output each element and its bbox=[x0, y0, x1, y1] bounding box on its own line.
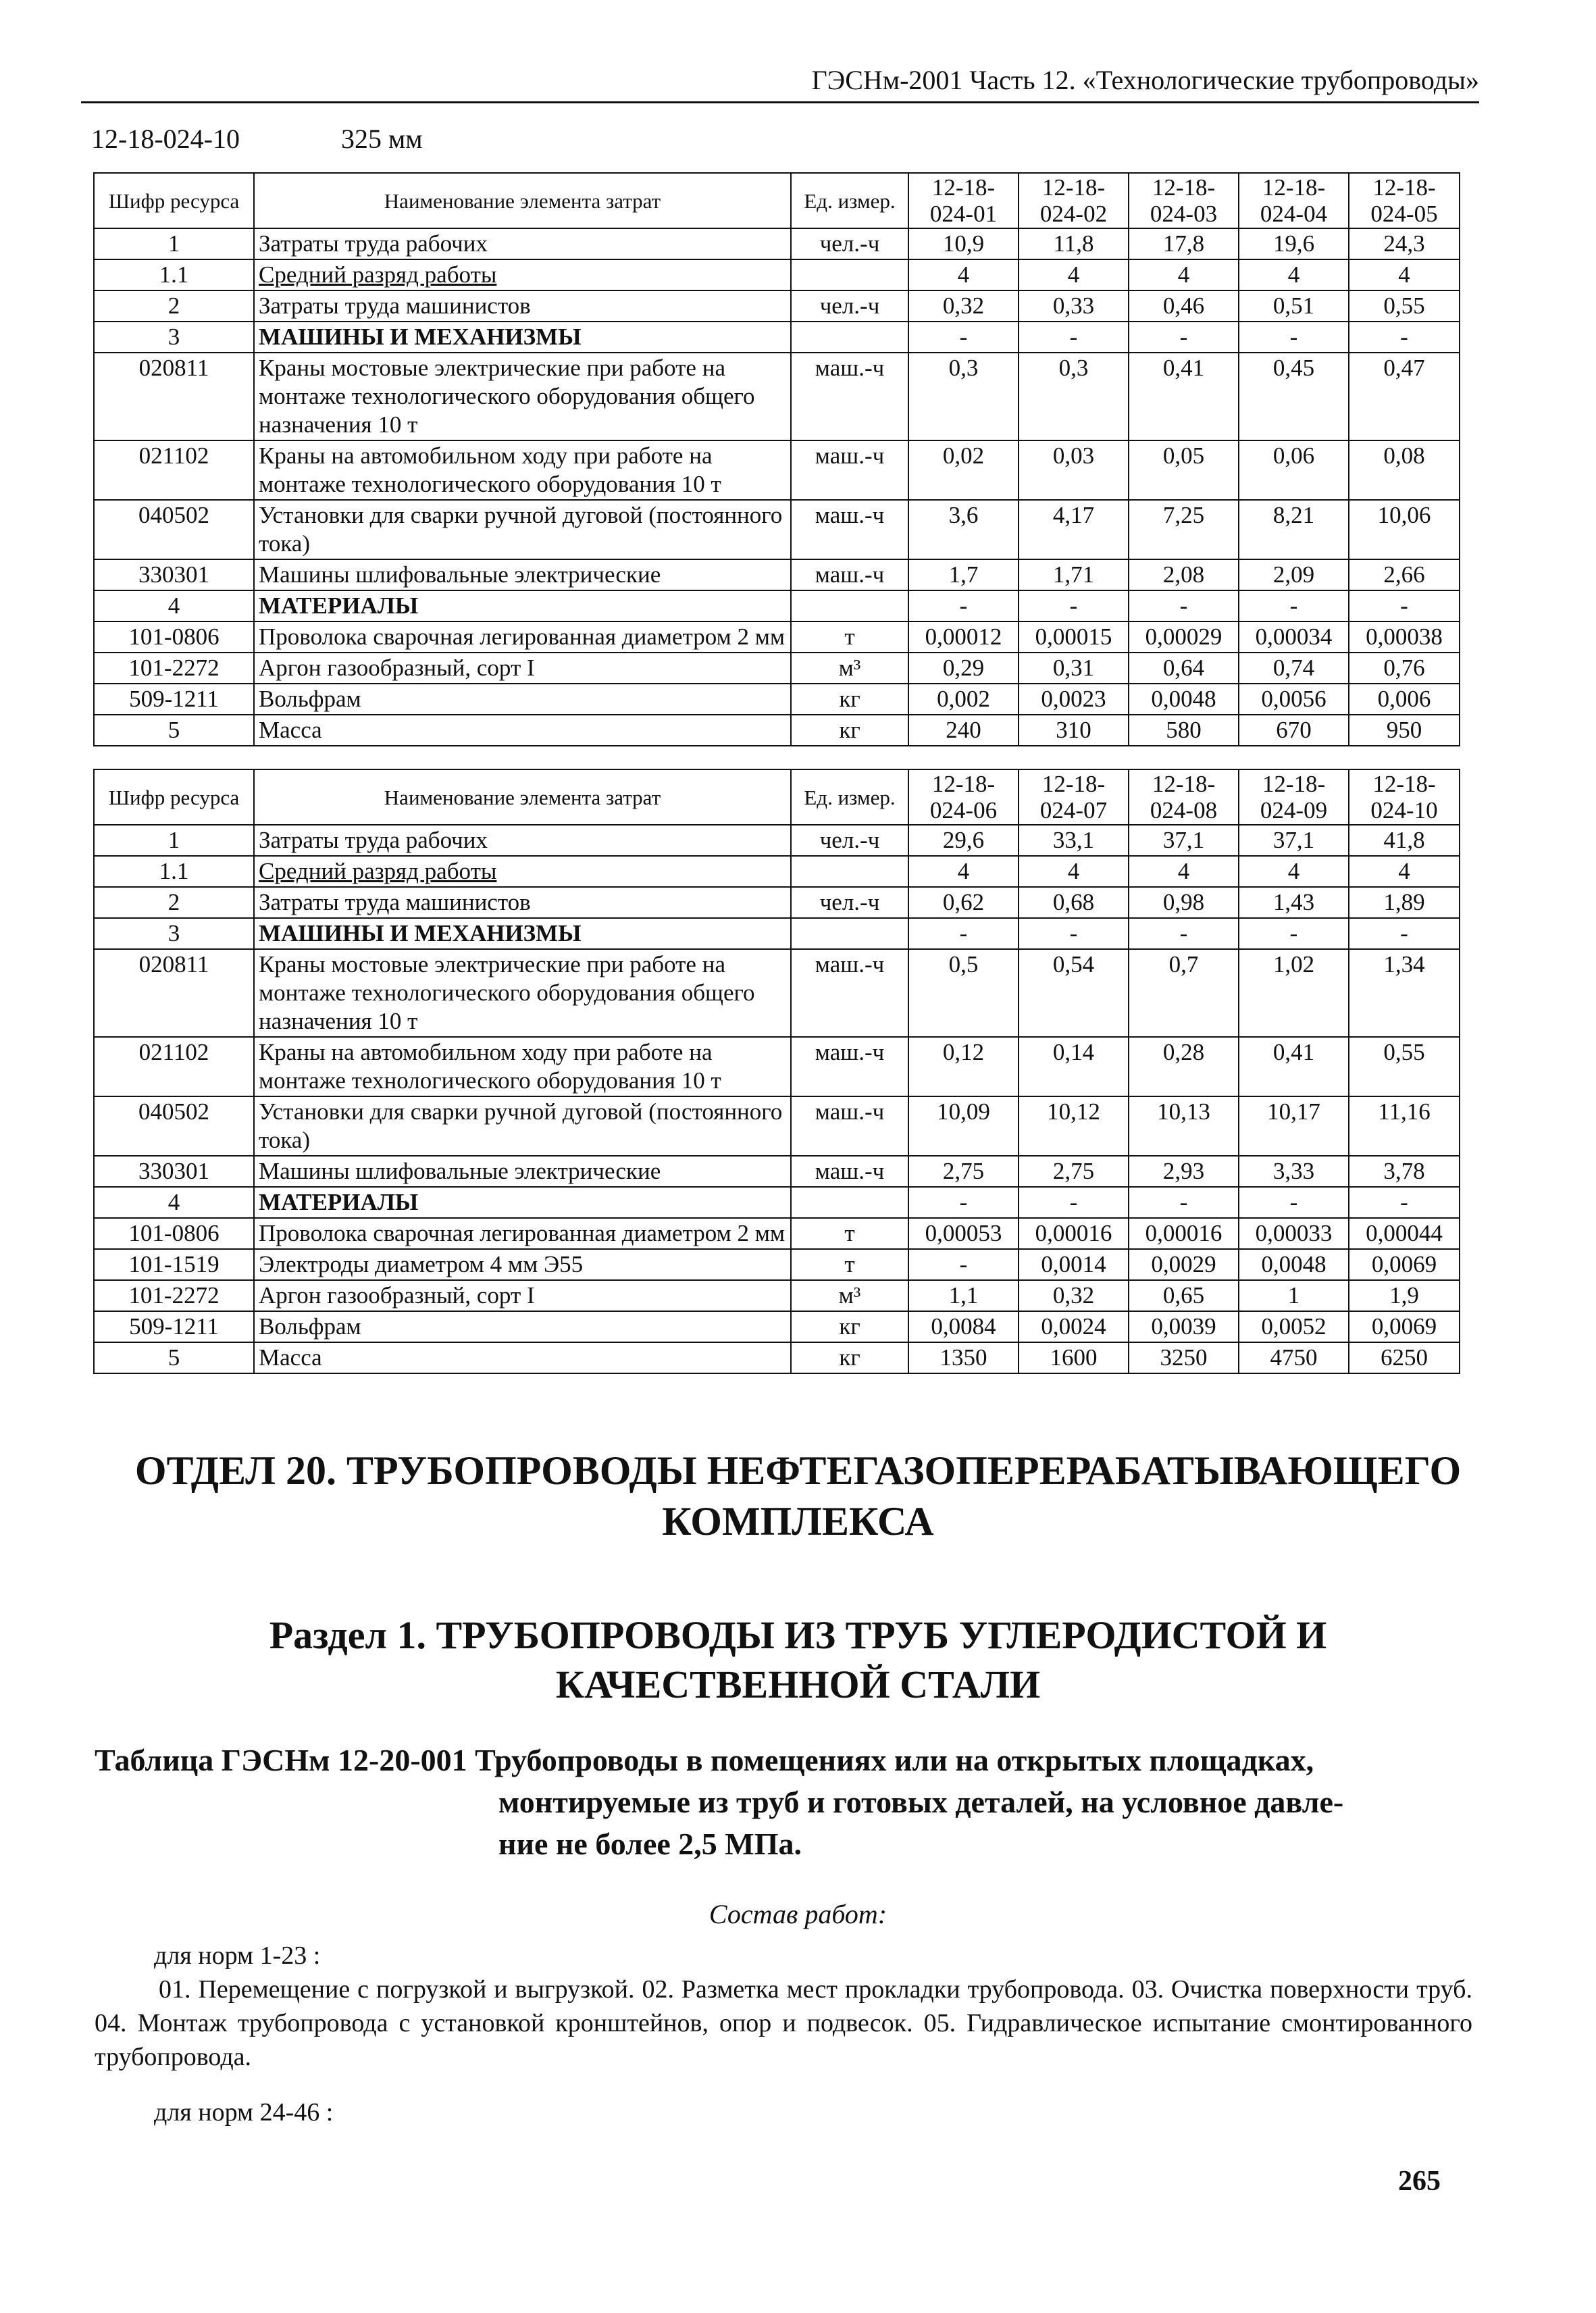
value-cell: 3,33 bbox=[1239, 1156, 1349, 1187]
unit-cell: кг bbox=[791, 1311, 908, 1342]
value-cell: 0,46 bbox=[1129, 290, 1239, 322]
value-cell: 33,1 bbox=[1019, 825, 1129, 856]
value-cell: 0,12 bbox=[908, 1037, 1019, 1096]
pipe-size: 325 мм bbox=[340, 124, 423, 154]
table-row bbox=[94, 715, 1460, 746]
resource-code: 5 bbox=[94, 1342, 254, 1373]
table-row bbox=[94, 1156, 1460, 1187]
resource-code: 509-1211 bbox=[94, 684, 254, 715]
unit-cell: маш.-ч bbox=[791, 1037, 908, 1096]
value-cell: 0,51 bbox=[1239, 290, 1349, 322]
resource-name: Аргон газообразный, сорт I bbox=[254, 1280, 791, 1311]
value-cell: 0,32 bbox=[1019, 1280, 1129, 1311]
value-cell: 580 bbox=[1129, 715, 1239, 746]
value-cell: 0,05 bbox=[1129, 440, 1239, 500]
resource-code: 020811 bbox=[94, 353, 254, 440]
value-cell: 0,00029 bbox=[1129, 621, 1239, 653]
value-cell: 1,43 bbox=[1239, 887, 1349, 918]
header-norm-column: 12-18- 024-03 bbox=[1129, 173, 1239, 228]
value-cell: 10,12 bbox=[1019, 1096, 1129, 1156]
value-cell: 670 bbox=[1239, 715, 1349, 746]
value-cell: 0,28 bbox=[1129, 1037, 1239, 1096]
resource-code: 4 bbox=[94, 1187, 254, 1218]
table-row bbox=[94, 500, 1460, 559]
unit-cell: маш.-ч bbox=[791, 1096, 908, 1156]
section-title-line: КАЧЕСТВЕННОЙ СТАЛИ bbox=[555, 1662, 1041, 1706]
value-cell: 0,002 bbox=[908, 684, 1019, 715]
resource-name: Проволока сварочная легированная диаметром 2 мм bbox=[254, 621, 791, 653]
table-row bbox=[94, 949, 1460, 1037]
value-cell: 0,74 bbox=[1239, 653, 1349, 684]
value-cell: 37,1 bbox=[1129, 825, 1239, 856]
value-cell: 3,6 bbox=[908, 500, 1019, 559]
resource-name: Краны на автомобильном ходу при работе на монтаже технологического оборудования 10 т bbox=[254, 1037, 791, 1096]
value-cell: 2,66 bbox=[1349, 559, 1460, 590]
header-code: Шифр ресурса bbox=[94, 769, 254, 825]
value-cell: 0,00038 bbox=[1349, 621, 1460, 653]
resource-code: 330301 bbox=[94, 559, 254, 590]
value-cell: 3250 bbox=[1129, 1342, 1239, 1373]
unit-cell: маш.-ч bbox=[791, 559, 908, 590]
table-caption bbox=[95, 1739, 1459, 1865]
resource-code: 101-0806 bbox=[94, 621, 254, 653]
resource-name: Вольфрам bbox=[254, 684, 791, 715]
value-cell: 2,09 bbox=[1239, 559, 1349, 590]
table-row bbox=[94, 653, 1460, 684]
value-cell: 0,14 bbox=[1019, 1037, 1129, 1096]
value-cell: 0,0069 bbox=[1349, 1311, 1460, 1342]
resource-name: Установки для сварки ручной дуговой (постоянного тока) bbox=[254, 1096, 791, 1156]
header-norm-column: 12-18- 024-10 bbox=[1349, 769, 1460, 825]
resource-name: Затраты труда рабочих bbox=[254, 228, 791, 259]
unit-cell bbox=[791, 322, 908, 353]
value-cell: 1,9 bbox=[1349, 1280, 1460, 1311]
table-caption-line: ние не более 2,5 МПа. bbox=[498, 1827, 802, 1862]
value-cell: 0,98 bbox=[1129, 887, 1239, 918]
value-cell: - bbox=[1129, 1187, 1239, 1218]
unit-cell: м³ bbox=[791, 653, 908, 684]
value-cell: 11,8 bbox=[1019, 228, 1129, 259]
value-cell: 11,16 bbox=[1349, 1096, 1460, 1156]
table-row bbox=[94, 228, 1460, 259]
value-cell: 950 bbox=[1349, 715, 1460, 746]
header-code: Шифр ресурса bbox=[94, 173, 254, 228]
value-cell: - bbox=[1019, 322, 1129, 353]
table-row bbox=[94, 1037, 1460, 1096]
value-cell: - bbox=[1349, 322, 1460, 353]
value-cell: 4 bbox=[1239, 259, 1349, 290]
table-row bbox=[94, 259, 1460, 290]
code-line bbox=[91, 123, 423, 155]
resource-name: Средний разряд работы bbox=[254, 259, 791, 290]
value-cell: 2,93 bbox=[1129, 1156, 1239, 1187]
value-cell: - bbox=[1349, 918, 1460, 949]
value-cell: 0,7 bbox=[1129, 949, 1239, 1037]
unit-cell: маш.-ч bbox=[791, 949, 908, 1037]
header-rule bbox=[81, 101, 1479, 103]
department-title-line: ОТДЕЛ 20. ТРУБОПРОВОДЫ НЕФТЕГАЗОПЕРЕРАБАТЫВАЮЩЕГО bbox=[134, 1448, 1462, 1493]
unit-cell: чел.-ч bbox=[791, 887, 908, 918]
value-cell: 0,06 bbox=[1239, 440, 1349, 500]
value-cell: 29,6 bbox=[908, 825, 1019, 856]
value-cell: - bbox=[1129, 918, 1239, 949]
resource-code: 2 bbox=[94, 290, 254, 322]
unit-cell: маш.-ч bbox=[791, 500, 908, 559]
resource-code: 040502 bbox=[94, 500, 254, 559]
resource-name: Затраты труда рабочих bbox=[254, 825, 791, 856]
header-norm-column: 12-18- 024-05 bbox=[1349, 173, 1460, 228]
page-number: 265 bbox=[1398, 2166, 1441, 2197]
table-row bbox=[94, 684, 1460, 715]
header-norm-column: 12-18- 024-06 bbox=[908, 769, 1019, 825]
resource-code: 101-2272 bbox=[94, 1280, 254, 1311]
table-row bbox=[94, 1342, 1460, 1373]
value-cell: 0,76 bbox=[1349, 653, 1460, 684]
value-cell: 0,41 bbox=[1239, 1037, 1349, 1096]
work-composition-title: Состав работ: bbox=[709, 1899, 887, 1929]
table-caption-line: Таблица ГЭСНм 12-20-001 Трубопроводы в помещениях или на открытых площадках, bbox=[95, 1743, 1314, 1777]
value-cell: - bbox=[1349, 590, 1460, 621]
value-cell: 1,02 bbox=[1239, 949, 1349, 1037]
table-row bbox=[94, 590, 1460, 621]
resource-code: 3 bbox=[94, 322, 254, 353]
value-cell: 4 bbox=[908, 259, 1019, 290]
value-cell: 7,25 bbox=[1129, 500, 1239, 559]
value-cell: 0,00016 bbox=[1129, 1218, 1239, 1249]
value-cell: 6250 bbox=[1349, 1342, 1460, 1373]
norm-code: 12-18-024-10 bbox=[91, 124, 240, 154]
value-cell: 1 bbox=[1239, 1280, 1349, 1311]
value-cell: 4 bbox=[1019, 856, 1129, 887]
value-cell: - bbox=[1019, 1187, 1129, 1218]
unit-cell bbox=[791, 918, 908, 949]
table-row bbox=[94, 825, 1460, 856]
resource-name: Краны мостовые электрические при работе на монтаже технологического оборудования общего назначения 10 т bbox=[254, 353, 791, 440]
value-cell: - bbox=[908, 918, 1019, 949]
table-row bbox=[94, 887, 1460, 918]
resource-code: 021102 bbox=[94, 1037, 254, 1096]
value-cell: 4 bbox=[1349, 259, 1460, 290]
resource-name: Проволока сварочная легированная диаметром 2 мм bbox=[254, 1218, 791, 1249]
norms-range-label: для норм 24-46 : bbox=[154, 2098, 334, 2127]
table-row bbox=[94, 1280, 1460, 1311]
resource-code: 5 bbox=[94, 715, 254, 746]
resource-code: 1.1 bbox=[94, 856, 254, 887]
value-cell: 0,0056 bbox=[1239, 684, 1349, 715]
value-cell: 3,78 bbox=[1349, 1156, 1460, 1187]
value-cell: 10,09 bbox=[908, 1096, 1019, 1156]
resource-name: Масса bbox=[254, 715, 791, 746]
resource-name: Затраты труда машинистов bbox=[254, 887, 791, 918]
table-row bbox=[94, 621, 1460, 653]
value-cell: 0,00053 bbox=[908, 1218, 1019, 1249]
section-title-line: Раздел 1. ТРУБОПРОВОДЫ ИЗ ТРУБ УГЛЕРОДИСТОЙ И bbox=[269, 1613, 1327, 1657]
value-cell: 0,3 bbox=[908, 353, 1019, 440]
value-cell: 0,02 bbox=[908, 440, 1019, 500]
unit-cell: кг bbox=[791, 684, 908, 715]
value-cell: - bbox=[1239, 322, 1349, 353]
value-cell: - bbox=[1019, 918, 1129, 949]
table-caption-line: монтируемые из труб и готовых деталей, на условное давле- bbox=[498, 1785, 1344, 1820]
resource-name: МАШИНЫ И МЕХАНИЗМЫ bbox=[254, 918, 791, 949]
resource-code: 3 bbox=[94, 918, 254, 949]
value-cell: - bbox=[1239, 918, 1349, 949]
value-cell: 310 bbox=[1019, 715, 1129, 746]
value-cell: - bbox=[1239, 590, 1349, 621]
value-cell: 0,64 bbox=[1129, 653, 1239, 684]
value-cell: - bbox=[1239, 1187, 1349, 1218]
table-header-row bbox=[94, 769, 1460, 825]
value-cell: 0,65 bbox=[1129, 1280, 1239, 1311]
value-cell: 4 bbox=[1019, 259, 1129, 290]
value-cell: 0,68 bbox=[1019, 887, 1129, 918]
value-cell: 4750 bbox=[1239, 1342, 1349, 1373]
unit-cell bbox=[791, 856, 908, 887]
value-cell: 4 bbox=[908, 856, 1019, 887]
value-cell: 0,006 bbox=[1349, 684, 1460, 715]
resource-name: Машины шлифовальные электрические bbox=[254, 559, 791, 590]
value-cell: 4 bbox=[1349, 856, 1460, 887]
value-cell: 10,9 bbox=[908, 228, 1019, 259]
header-norm-column: 12-18- 024-07 bbox=[1019, 769, 1129, 825]
resource-code: 101-1519 bbox=[94, 1249, 254, 1280]
department-title bbox=[0, 1446, 1596, 1547]
header-name: Наименование элемента затрат bbox=[254, 769, 791, 825]
value-cell: 0,0052 bbox=[1239, 1311, 1349, 1342]
value-cell: 4 bbox=[1239, 856, 1349, 887]
resource-code: 020811 bbox=[94, 949, 254, 1037]
value-cell: 0,32 bbox=[908, 290, 1019, 322]
table-row bbox=[94, 1249, 1460, 1280]
value-cell: 0,33 bbox=[1019, 290, 1129, 322]
resource-code: 1.1 bbox=[94, 259, 254, 290]
unit-cell: т bbox=[791, 1218, 908, 1249]
resource-code: 101-2272 bbox=[94, 653, 254, 684]
unit-cell: кг bbox=[791, 1342, 908, 1373]
value-cell: 1600 bbox=[1019, 1342, 1129, 1373]
resource-code: 101-0806 bbox=[94, 1218, 254, 1249]
resource-name: Масса bbox=[254, 1342, 791, 1373]
value-cell: 0,45 bbox=[1239, 353, 1349, 440]
value-cell: 0,00044 bbox=[1349, 1218, 1460, 1249]
value-cell: 0,00034 bbox=[1239, 621, 1349, 653]
header-norm-column: 12-18- 024-04 bbox=[1239, 173, 1349, 228]
resource-code: 2 bbox=[94, 887, 254, 918]
table-row bbox=[94, 1311, 1460, 1342]
resource-name: Вольфрам bbox=[254, 1311, 791, 1342]
value-cell: 0,54 bbox=[1019, 949, 1129, 1037]
table-row bbox=[94, 856, 1460, 887]
value-cell: 0,03 bbox=[1019, 440, 1129, 500]
value-cell: 0,00015 bbox=[1019, 621, 1129, 653]
value-cell: - bbox=[908, 1249, 1019, 1280]
unit-cell bbox=[791, 590, 908, 621]
value-cell: 0,0048 bbox=[1129, 684, 1239, 715]
value-cell: - bbox=[908, 590, 1019, 621]
value-cell: 19,6 bbox=[1239, 228, 1349, 259]
value-cell: 10,17 bbox=[1239, 1096, 1349, 1156]
header-norm-column: 12-18- 024-08 bbox=[1129, 769, 1239, 825]
value-cell: 2,75 bbox=[908, 1156, 1019, 1187]
value-cell: 4 bbox=[1129, 259, 1239, 290]
unit-cell bbox=[791, 259, 908, 290]
resource-name: МАТЕРИАЛЫ bbox=[254, 590, 791, 621]
table-row bbox=[94, 1187, 1460, 1218]
resource-name: Электроды диаметром 4 мм Э55 bbox=[254, 1249, 791, 1280]
work-composition-text: 01. Перемещение с погрузкой и выгрузкой. 02. Разметка мест прокладки трубопровода. 03. Очистка поверхности труб. 04. Монтаж трубопровода с установкой кронштейнов, опор и подвесок. 05. Гидравлическое испытание смонтированного трубопровода. bbox=[95, 1975, 1472, 2072]
header-name: Наименование элемента затрат bbox=[254, 173, 791, 228]
value-cell: 0,0084 bbox=[908, 1311, 1019, 1342]
table-row bbox=[94, 918, 1460, 949]
table-row bbox=[94, 1096, 1460, 1156]
table-row bbox=[94, 290, 1460, 322]
value-cell: 0,5 bbox=[908, 949, 1019, 1037]
unit-cell bbox=[791, 1187, 908, 1218]
table-row bbox=[94, 440, 1460, 500]
header-unit: Ед. измер. bbox=[791, 173, 908, 228]
value-cell: 10,06 bbox=[1349, 500, 1460, 559]
value-cell: 0,29 bbox=[908, 653, 1019, 684]
unit-cell: маш.-ч bbox=[791, 440, 908, 500]
value-cell: 1,34 bbox=[1349, 949, 1460, 1037]
value-cell: 4,17 bbox=[1019, 500, 1129, 559]
resource-name: Машины шлифовальные электрические bbox=[254, 1156, 791, 1187]
value-cell: 0,31 bbox=[1019, 653, 1129, 684]
value-cell: 0,0048 bbox=[1239, 1249, 1349, 1280]
resource-code: 021102 bbox=[94, 440, 254, 500]
value-cell: 17,8 bbox=[1129, 228, 1239, 259]
unit-cell: т bbox=[791, 621, 908, 653]
value-cell: 10,13 bbox=[1129, 1096, 1239, 1156]
value-cell: 0,41 bbox=[1129, 353, 1239, 440]
value-cell: 1,7 bbox=[908, 559, 1019, 590]
value-cell: - bbox=[1019, 590, 1129, 621]
section-title bbox=[0, 1611, 1596, 1709]
header-norm-column: 12-18- 024-02 bbox=[1019, 173, 1129, 228]
resource-name: Средний разряд работы bbox=[254, 856, 791, 887]
value-cell: 24,3 bbox=[1349, 228, 1460, 259]
resource-code: 1 bbox=[94, 825, 254, 856]
resource-code: 1 bbox=[94, 228, 254, 259]
resource-name: Затраты труда машинистов bbox=[254, 290, 791, 322]
value-cell: 37,1 bbox=[1239, 825, 1349, 856]
value-cell: 2,08 bbox=[1129, 559, 1239, 590]
resource-code: 040502 bbox=[94, 1096, 254, 1156]
value-cell: 0,00012 bbox=[908, 621, 1019, 653]
norms-range-label: для норм 1-23 : bbox=[154, 1941, 321, 1970]
table-header-row bbox=[94, 173, 1460, 228]
table-row bbox=[94, 322, 1460, 353]
value-cell: 0,0014 bbox=[1019, 1249, 1129, 1280]
value-cell: 1,1 bbox=[908, 1280, 1019, 1311]
value-cell: 0,0023 bbox=[1019, 684, 1129, 715]
value-cell: - bbox=[908, 322, 1019, 353]
unit-cell: чел.-ч bbox=[791, 825, 908, 856]
unit-cell: м³ bbox=[791, 1280, 908, 1311]
value-cell: 1,71 bbox=[1019, 559, 1129, 590]
unit-cell: чел.-ч bbox=[791, 228, 908, 259]
value-cell: 4 bbox=[1129, 856, 1239, 887]
value-cell: 1350 bbox=[908, 1342, 1019, 1373]
value-cell: 0,08 bbox=[1349, 440, 1460, 500]
unit-cell: т bbox=[791, 1249, 908, 1280]
value-cell: 2,75 bbox=[1019, 1156, 1129, 1187]
resource-code: 330301 bbox=[94, 1156, 254, 1187]
resource-code: 509-1211 bbox=[94, 1311, 254, 1342]
resource-name: Краны мостовые электрические при работе на монтаже технологического оборудования общего назначения 10 т bbox=[254, 949, 791, 1037]
header-norm-column: 12-18- 024-09 bbox=[1239, 769, 1349, 825]
resource-name: Краны на автомобильном ходу при работе на монтаже технологического оборудования 10 т bbox=[254, 440, 791, 500]
value-cell: 0,0029 bbox=[1129, 1249, 1239, 1280]
table-row bbox=[94, 1218, 1460, 1249]
value-cell: 0,00033 bbox=[1239, 1218, 1349, 1249]
unit-cell: кг bbox=[791, 715, 908, 746]
table-body bbox=[94, 825, 1460, 1373]
table-row bbox=[94, 559, 1460, 590]
value-cell: 0,55 bbox=[1349, 290, 1460, 322]
value-cell: - bbox=[1349, 1187, 1460, 1218]
resource-code: 4 bbox=[94, 590, 254, 621]
header-norm-column: 12-18- 024-01 bbox=[908, 173, 1019, 228]
table-body bbox=[94, 228, 1460, 746]
unit-cell: чел.-ч bbox=[791, 290, 908, 322]
unit-cell: маш.-ч bbox=[791, 353, 908, 440]
value-cell: 41,8 bbox=[1349, 825, 1460, 856]
value-cell: 8,21 bbox=[1239, 500, 1349, 559]
value-cell: 0,0024 bbox=[1019, 1311, 1129, 1342]
unit-cell: маш.-ч bbox=[791, 1156, 908, 1187]
value-cell: 0,00016 bbox=[1019, 1218, 1129, 1249]
value-cell: 0,0039 bbox=[1129, 1311, 1239, 1342]
value-cell: 0,0069 bbox=[1349, 1249, 1460, 1280]
value-cell: 0,55 bbox=[1349, 1037, 1460, 1096]
table-row bbox=[94, 353, 1460, 440]
resource-table-1 bbox=[93, 172, 1460, 746]
value-cell: 0,47 bbox=[1349, 353, 1460, 440]
value-cell: - bbox=[1129, 590, 1239, 621]
resource-name: Аргон газообразный, сорт I bbox=[254, 653, 791, 684]
running-header: ГЭСНм-2001 Часть 12. «Технологические трубопроводы» bbox=[811, 65, 1479, 95]
value-cell: - bbox=[908, 1187, 1019, 1218]
value-cell: 0,62 bbox=[908, 887, 1019, 918]
header-unit: Ед. измер. bbox=[791, 769, 908, 825]
resource-table-2 bbox=[93, 769, 1460, 1374]
resource-name: МАШИНЫ И МЕХАНИЗМЫ bbox=[254, 322, 791, 353]
department-title-line: КОМПЛЕКСА bbox=[662, 1499, 934, 1544]
value-cell: 0,3 bbox=[1019, 353, 1129, 440]
resource-name: Установки для сварки ручной дуговой (постоянного тока) bbox=[254, 500, 791, 559]
value-cell: - bbox=[1129, 322, 1239, 353]
value-cell: 1,89 bbox=[1349, 887, 1460, 918]
resource-name: МАТЕРИАЛЫ bbox=[254, 1187, 791, 1218]
value-cell: 240 bbox=[908, 715, 1019, 746]
